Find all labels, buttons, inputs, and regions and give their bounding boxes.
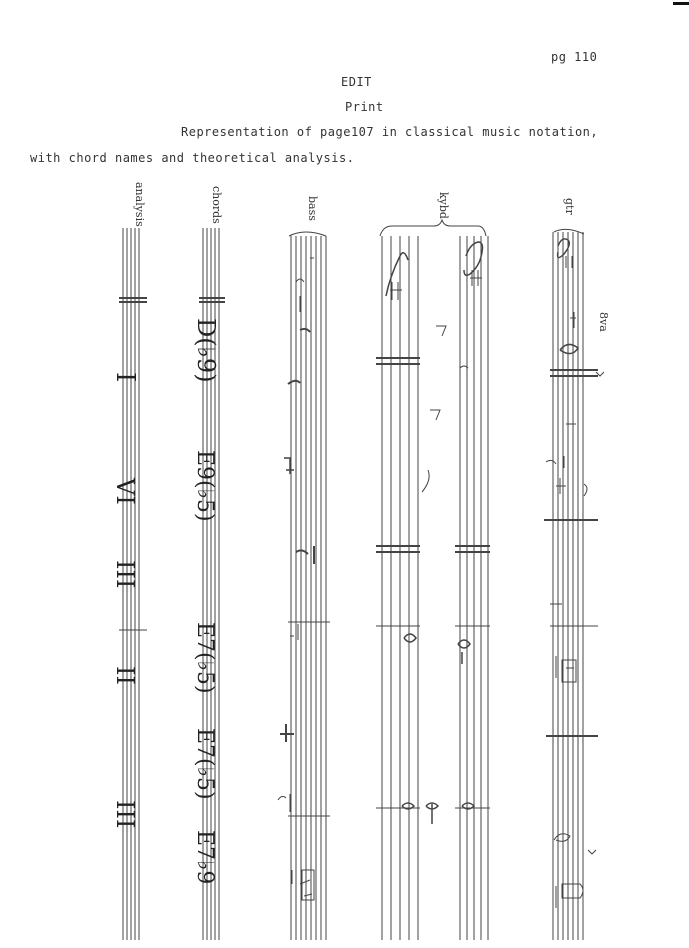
kybd-staff-group xyxy=(376,220,490,940)
chord-symbol-3: E7(♭5) xyxy=(192,622,217,694)
chords-staff-label: chords xyxy=(210,186,223,224)
analysis-symbol-1: I xyxy=(110,372,140,383)
analysis-symbol-4: II xyxy=(111,666,139,685)
gtr-8va-marking: 8va xyxy=(597,312,610,332)
page-subtitle: Print xyxy=(345,100,384,114)
chord-symbol-4: E7(♭5) xyxy=(192,728,217,800)
description-line-1: Representation of page107 in classical music notation, xyxy=(181,125,599,139)
bass-staff-label: bass xyxy=(306,196,319,221)
kybd-staff-label: kybd xyxy=(437,192,450,219)
analysis-symbol-3: III xyxy=(111,560,139,589)
page-number: pg 110 xyxy=(551,50,598,64)
chord-symbol-1: D(♭9) xyxy=(192,318,220,383)
chord-symbol-2: E9(♭5) xyxy=(192,450,217,522)
analysis-symbol-2: VI xyxy=(111,478,139,505)
page-title: EDIT xyxy=(341,75,372,89)
description-line-2: with chord names and theoretical analysis. xyxy=(30,151,355,165)
chord-symbols xyxy=(192,318,220,884)
chord-symbol-5: E7♭9 xyxy=(192,830,217,885)
gtr-staff-label: gtr xyxy=(563,198,576,215)
gtr-staff xyxy=(544,229,604,940)
bass-staff xyxy=(278,232,330,940)
analysis-symbol-5: III xyxy=(111,800,139,829)
analysis-staff-label: analysis xyxy=(133,182,146,227)
